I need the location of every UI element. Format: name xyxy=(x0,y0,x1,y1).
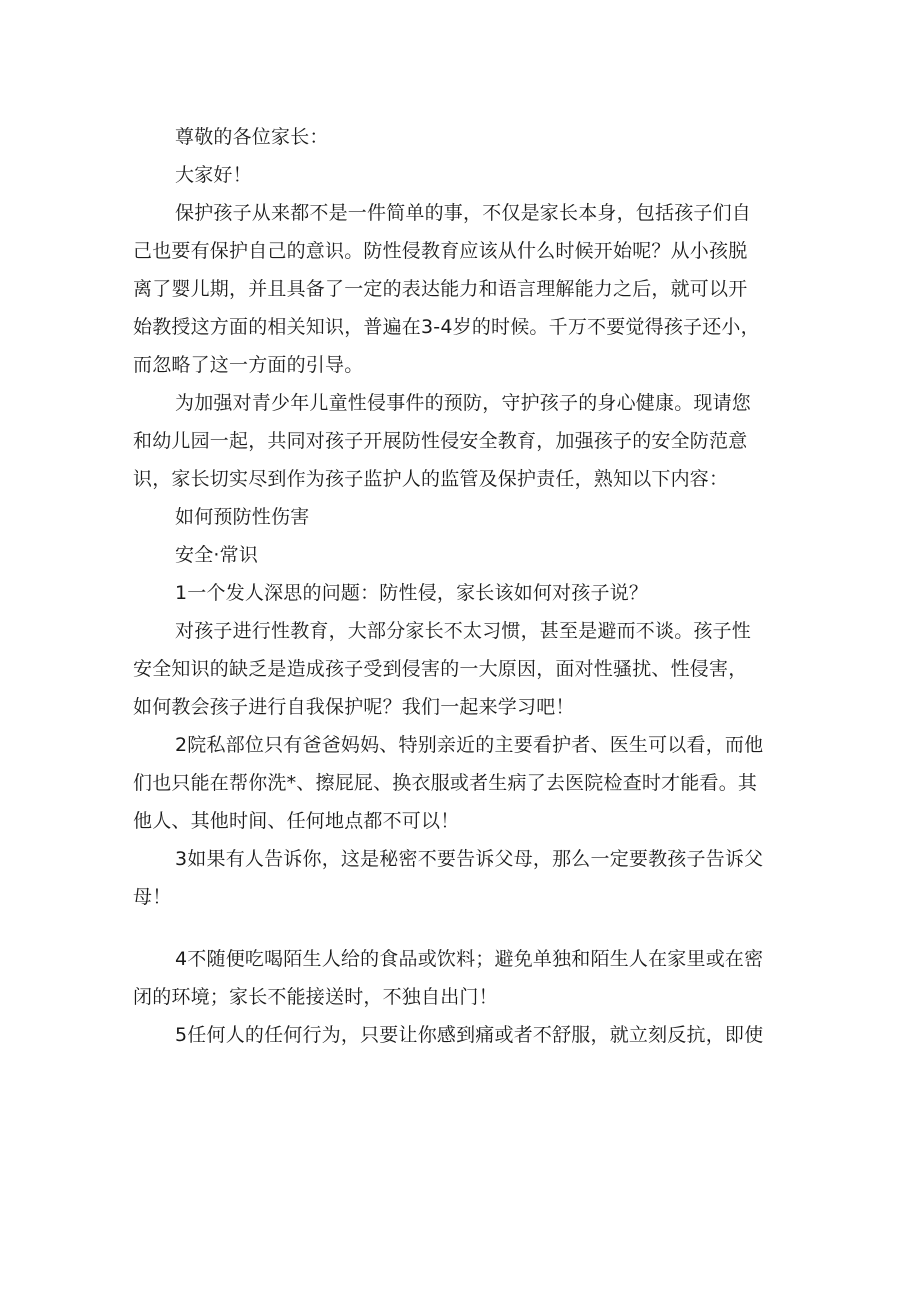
salutation: 尊敬的各位家长： xyxy=(175,126,329,148)
paragraph-line: 安全知识的缺乏是造成孩子受到侵害的一大原因，面对性骚扰、性侵害， xyxy=(133,658,748,680)
paragraph-line: 4不随便吃喝陌生人给的食品或饮料；避免单独和陌生人在家里或在密 xyxy=(175,948,764,970)
paragraph-line: 3如果有人告诉你，这是秘密不要告诉父母，那么一定要教孩子告诉父 xyxy=(175,848,764,870)
paragraph-education xyxy=(133,612,793,726)
paragraph-line: 己也要有保护自己的意识。防性侵教育应该从什么时候开始呢？从小孩脱 xyxy=(133,240,748,262)
paragraph-line: 他人、其他时间、任何地点都不可以！ xyxy=(133,810,460,832)
paragraph-line: 始教授这方面的相关知识，普遍在3-4岁的时候。千万不要觉得孩子还小， xyxy=(133,316,760,338)
spacer xyxy=(133,916,793,940)
section-heading: 如何预防性伤害 xyxy=(175,506,310,528)
list-item: 1一个发人深思的问题：防性侵，家长该如何对孩子说？ xyxy=(175,582,649,604)
paragraph-line: 2院私部位只有爸爸妈妈、特别亲近的主要看护者、医生可以看，而他 xyxy=(175,734,764,756)
paragraph-line: 而忽略了这一方面的引导。 xyxy=(133,354,364,376)
document-body xyxy=(133,118,793,1054)
list-item-4 xyxy=(133,940,793,1016)
list-item-3 xyxy=(133,840,793,916)
list-item-2 xyxy=(133,726,793,840)
paragraph-line: 识，家长切实尽到作为孩子监护人的监管及保护责任，熟知以下内容： xyxy=(133,468,729,490)
paragraph-line: 为加强对青少年儿童性侵事件的预防，守护孩子的身心健康。现请您 xyxy=(175,392,752,414)
section-subheading: 安全·常识 xyxy=(175,544,259,566)
paragraph-line: 离了婴儿期，并且具备了一定的表达能力和语言理解能力之后，就可以开 xyxy=(133,278,748,300)
paragraph-request xyxy=(133,384,793,498)
paragraph-line: 对孩子进行性教育，大部分家长不太习惯，甚至是避而不谈。孩子性 xyxy=(175,620,752,642)
paragraph-line: 闭的环境；家长不能接送时，不独自出门！ xyxy=(133,986,498,1008)
list-item-5 xyxy=(133,1016,793,1054)
paragraph-line: 保护孩子从来都不是一件简单的事，不仅是家长本身，包括孩子们自 xyxy=(175,202,752,224)
greeting: 大家好！ xyxy=(175,164,252,186)
paragraph-intro xyxy=(133,194,793,384)
paragraph-line: 5任何人的任何行为，只要让你感到痛或者不舒服，就立刻反抗，即使 xyxy=(175,1024,764,1046)
paragraph-line: 如何教会孩子进行自我保护呢？我们一起来学习吧！ xyxy=(133,696,575,718)
paragraph-line: 和幼儿园一起，共同对孩子开展防性侵安全教育，加强孩子的安全防范意 xyxy=(133,430,748,452)
paragraph-line: 母！ xyxy=(133,886,172,908)
paragraph-line: 们也只能在帮你洗*、擦屁屁、换衣服或者生病了去医院检查时才能看。其 xyxy=(133,772,758,794)
